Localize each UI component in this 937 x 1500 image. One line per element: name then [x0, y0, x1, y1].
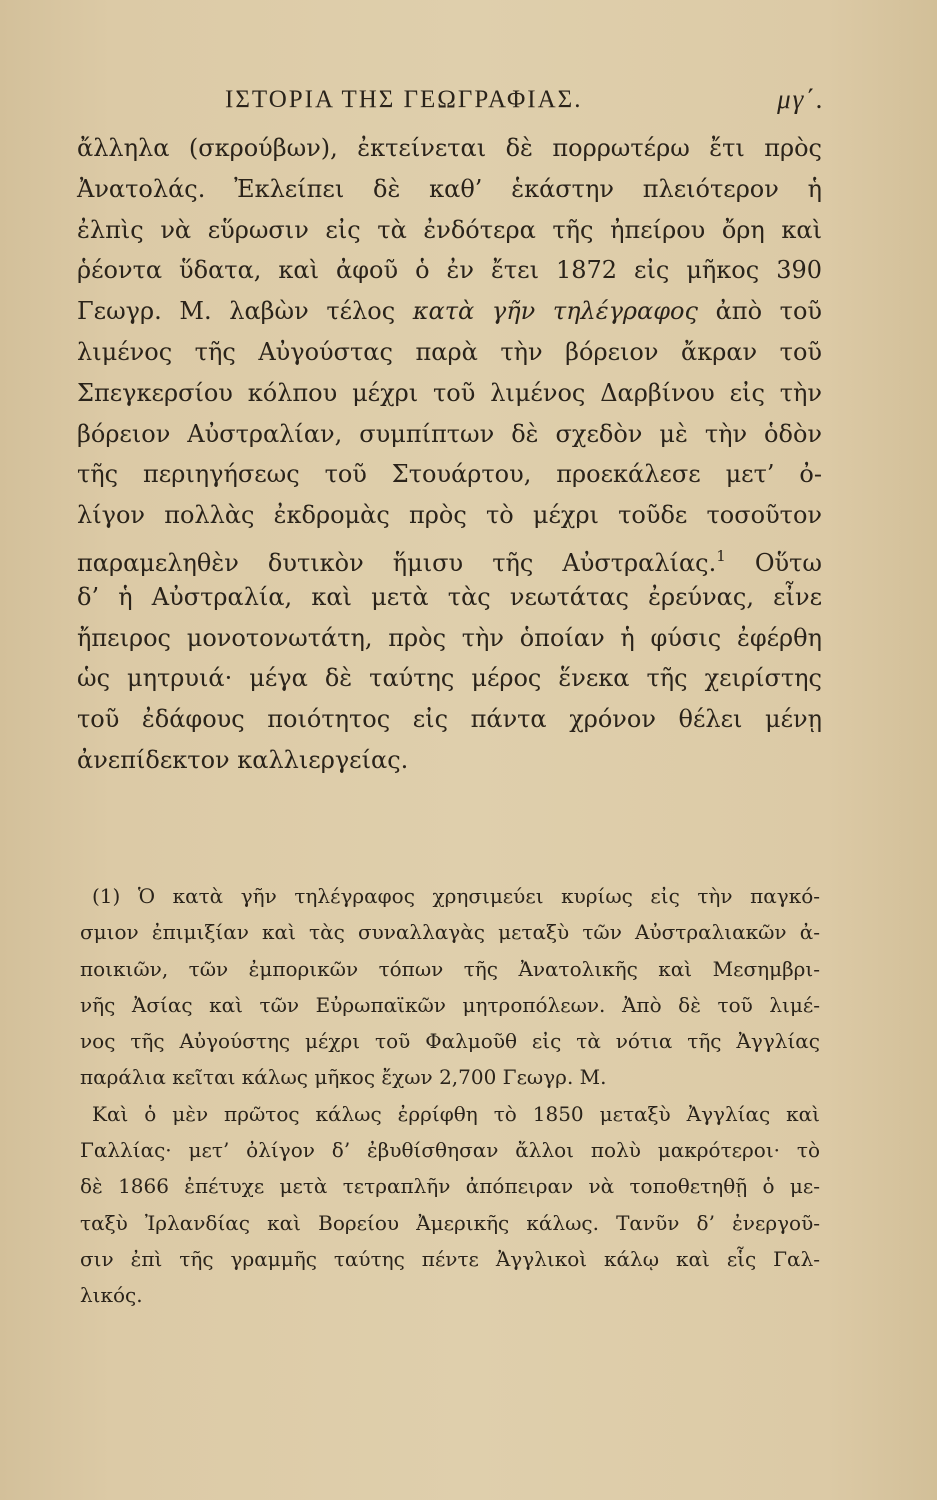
- text-fragment: παραμεληθὲν δυτικὸν ἥμισυ τῆς Αὐστραλίας.: [77, 548, 717, 577]
- text-line: [77, 291, 822, 332]
- footnote-line: νῆς Ἀσίας καὶ τῶν Εὐρωπαϊκῶν μητροπόλεων. Ἀπὸ δὲ τοῦ λιμέ-: [80, 992, 820, 1017]
- text-line: ἀνεπίδεκτον καλλιεργείας.: [77, 745, 409, 774]
- text-fragment: Οὕτω: [725, 548, 822, 577]
- footnote-line: Καὶ ὁ μὲν πρῶτος κάλως ἐρρίφθη τὸ 1850 μεταξὺ Ἀγγλίας καὶ: [92, 1101, 820, 1126]
- text-line: ἐλπὶς νὰ εὕρωσιν εἰς τὰ ἐνδότερα τῆς ἠπείρου ὄρη καὶ: [77, 215, 822, 244]
- text-line: τοῦ ἐδάφους ποιότητος εἰς πάντα χρόνον θέλει μένῃ: [77, 705, 822, 734]
- italic-phrase: κατὰ γῆν τηλέγραφος: [412, 297, 698, 326]
- text-line: λιμένος τῆς Αὐγούστας παρὰ τὴν βόρειον ἄκραν τοῦ: [77, 337, 822, 366]
- text-line: [77, 536, 822, 577]
- footnote-line: (1) Ὁ κατὰ γῆν τηλέγραφος χρησιμεύει κυρίως εἰς τὴν παγκό-: [92, 884, 820, 908]
- text-line: δ’ ἡ Αὐστραλία, καὶ μετὰ τὰς νεωτάτας ἐρεύνας, εἶνε: [77, 582, 822, 611]
- footnote-line: παράλια κεῖται κάλως μῆκος ἔχων 2,700 Γεωγρ. Μ.: [80, 1065, 607, 1090]
- text-line: ἤπειρος μονοτονωτάτη, πρὸς τὴν ὁποίαν ἡ φύσις ἐφέρθη: [77, 623, 822, 652]
- text-line: ὡς μητρυιά· μέγα δὲ ταύτης μέρος ἕνεκα τῆς χειρίστης: [77, 664, 822, 693]
- text-line: λίγον πολλὰς ἐκδρομὰς πρὸς τὸ μέχρι τοῦδε τοσοῦτον: [77, 501, 822, 530]
- footnote-line: ποικιῶν, τῶν ἐμπορικῶν τόπων τῆς Ἀνατολικῆς καὶ Μεσημβρι-: [80, 956, 820, 981]
- footnote-line: δὲ 1866 ἐπέτυχε μετὰ τετραπλῆν ἀπόπειραν νὰ τοποθετηθῇ ὁ με-: [80, 1174, 820, 1199]
- footnote-line: λικός.: [80, 1283, 143, 1308]
- footnote-line: Γαλλίας· μετ’ ὀλίγον δ’ ἐβυθίσθησαν ἄλλοι πολὺ μακρότεροι· τὸ: [80, 1138, 820, 1163]
- footnote-marker: 1: [716, 546, 726, 565]
- footnote-line: σμιον ἐπιμιξίαν καὶ τὰς συναλλαγὰς μεταξὺ τῶν Αὐστραλιακῶν ἀ-: [80, 920, 820, 945]
- running-title: ΙΣΤΟΡΙΑ ΤΗΣ ΓΕΩΓΡΑΦΙΑΣ.: [225, 86, 583, 113]
- running-header: [225, 86, 825, 126]
- text-line: ῥέοντα ὕδατα, καὶ ἀφοῦ ὁ ἐν ἔτει 1872 εἰς μῆκος 390: [77, 256, 822, 285]
- text-fragment: Γεωγρ. Μ. λαβὼν τέλος: [77, 297, 413, 326]
- footnote-line: νος τῆς Αὐγούστης μέχρι τοῦ Φαλμοῦθ εἰς τὰ νότια τῆς Ἀγγλίας: [80, 1029, 820, 1054]
- footnote-line: ταξὺ Ἰρλανδίας καὶ Βορείου Ἀμερικῆς κάλως. Τανῦν δ’ ἐνεργοῦ-: [80, 1210, 820, 1235]
- text-line: Ἀνατολάς. Ἐκλείπει δὲ καθ’ ἑκάστην πλειότερον ἡ: [77, 174, 822, 203]
- footnotes: [80, 878, 820, 1314]
- text-line: τῆς περιηγήσεως τοῦ Στουάρτου, προεκάλεσε μετ’ ὀ-: [77, 460, 822, 489]
- text-fragment: ἀπὸ τοῦ: [697, 297, 822, 326]
- text-line: βόρειον Αὐστραλίαν, συμπίπτων δὲ σχεδὸν μὲ τὴν ὁδὸν: [77, 419, 822, 448]
- text-line: ἄλληλα (σκρούβων), ἐκτείνεται δὲ πορρωτέρω ἔτι πρὸς: [77, 134, 822, 162]
- main-text: [77, 128, 822, 781]
- page-number: μγ΄.: [777, 84, 825, 114]
- footnote-line: σιν ἐπὶ τῆς γραμμῆς ταύτης πέντε Ἀγγλικοὶ κάλῳ καὶ εἷς Γαλ-: [80, 1246, 820, 1271]
- text-line: Σπεγκερσίου κόλπου μέχρι τοῦ λιμένος Δαρβίνου εἰς τὴν: [77, 378, 822, 407]
